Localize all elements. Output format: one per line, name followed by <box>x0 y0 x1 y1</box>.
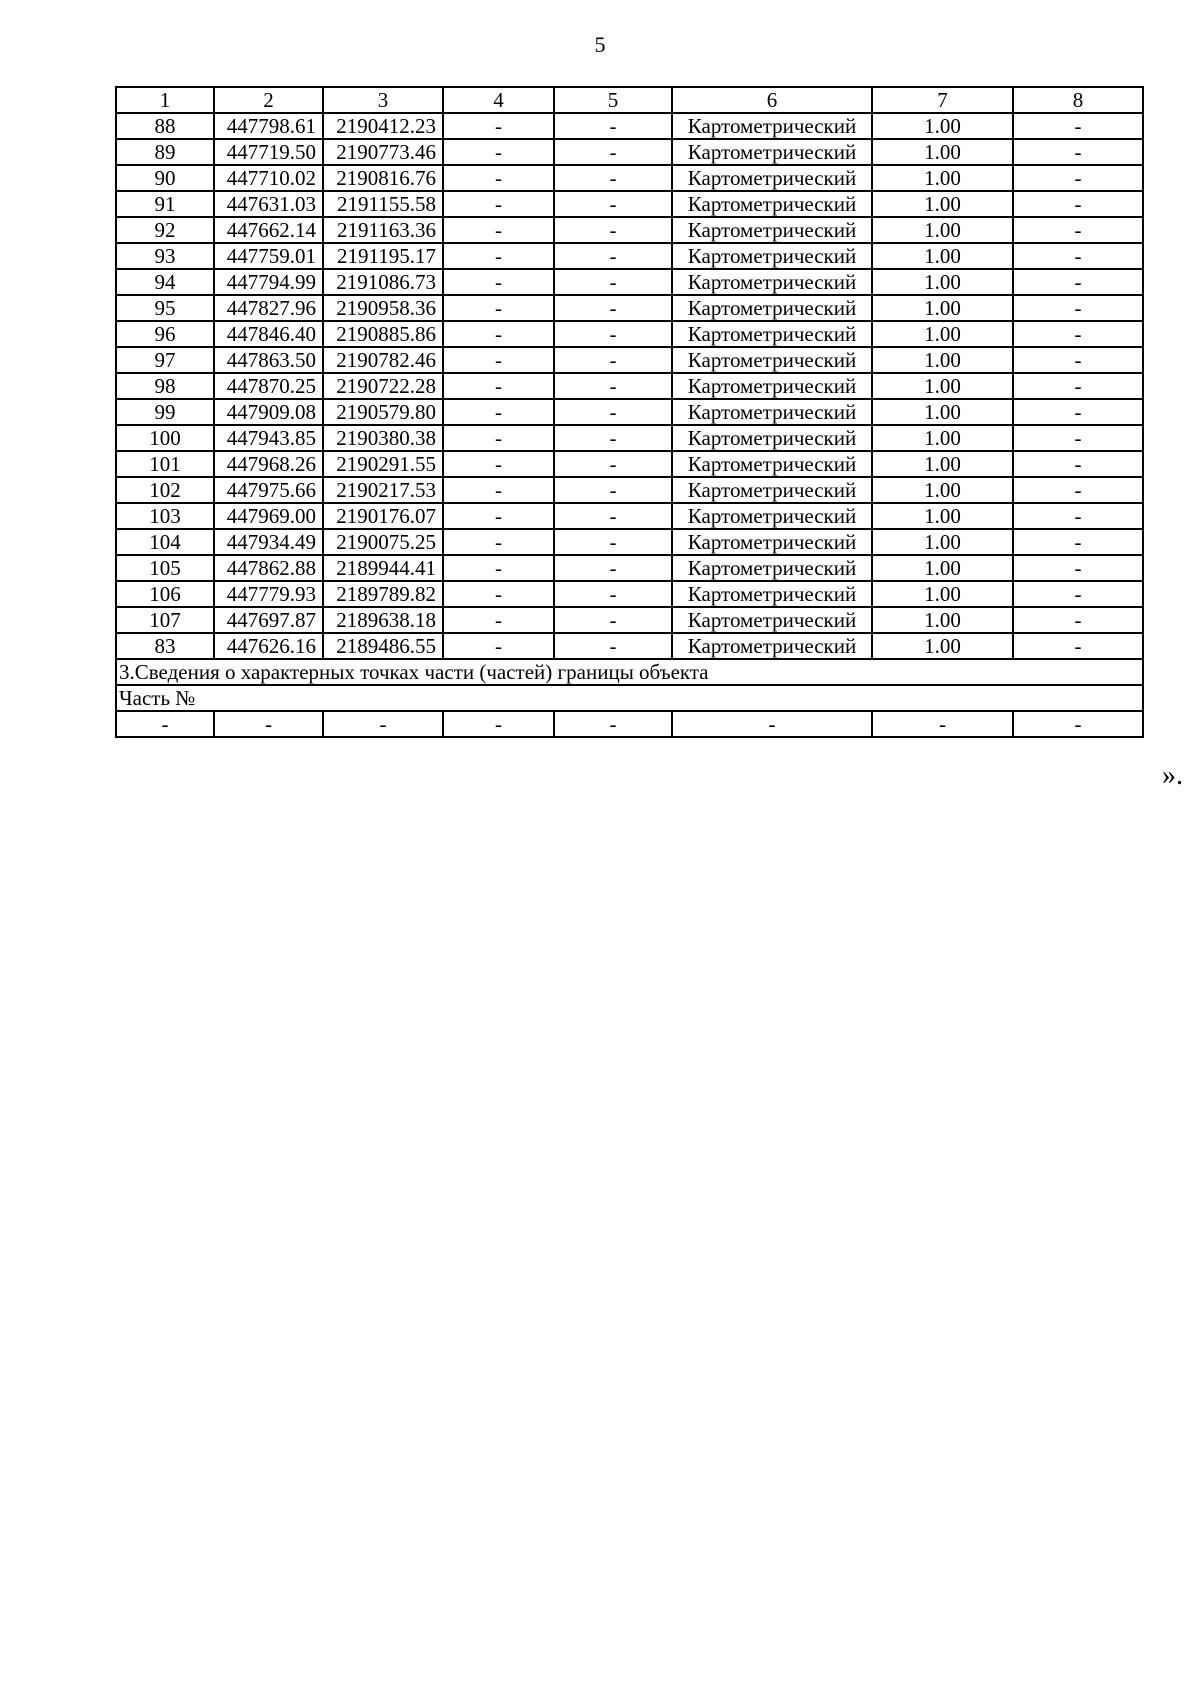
table-cell: - <box>554 113 672 139</box>
table-cell: 447870.25 <box>214 373 323 399</box>
table-cell: - <box>554 581 672 607</box>
part-label: Часть № <box>116 685 1143 711</box>
table-cell: 2189944.41 <box>323 555 443 581</box>
table-row <box>116 165 1143 191</box>
table-body <box>116 87 1143 737</box>
column-header: 3 <box>323 87 443 113</box>
table-cell: 88 <box>116 113 214 139</box>
table-cell: - <box>672 711 872 737</box>
table-cell: - <box>554 373 672 399</box>
table-cell: - <box>443 633 554 659</box>
table-cell: - <box>1013 191 1143 217</box>
table-cell: 98 <box>116 373 214 399</box>
table-cell: - <box>554 321 672 347</box>
table-cell: - <box>554 451 672 477</box>
table-row <box>116 269 1143 295</box>
table-row <box>116 191 1143 217</box>
table-cell: 447759.01 <box>214 243 323 269</box>
table-cell: Картометрический <box>672 451 872 477</box>
table-cell: Картометрический <box>672 373 872 399</box>
table-cell: Картометрический <box>672 399 872 425</box>
table-cell: - <box>1013 581 1143 607</box>
table-cell: - <box>443 347 554 373</box>
table-cell: - <box>1013 217 1143 243</box>
table-cell: 2190782.46 <box>323 347 443 373</box>
table-row <box>116 373 1143 399</box>
table-row <box>116 243 1143 269</box>
table-cell: 447794.99 <box>214 269 323 295</box>
table-cell: - <box>1013 607 1143 633</box>
table-cell: - <box>554 243 672 269</box>
table-cell: - <box>1013 113 1143 139</box>
section-title-row <box>116 659 1143 685</box>
table-cell: 1.00 <box>872 347 1013 373</box>
table-cell: 104 <box>116 529 214 555</box>
table-row <box>116 477 1143 503</box>
table-cell: 1.00 <box>872 165 1013 191</box>
table-cell: 447719.50 <box>214 139 323 165</box>
table-cell: - <box>1013 243 1143 269</box>
table-cell: - <box>443 451 554 477</box>
table-cell: 94 <box>116 269 214 295</box>
column-header: 2 <box>214 87 323 113</box>
column-header: 1 <box>116 87 214 113</box>
table-cell: 447934.49 <box>214 529 323 555</box>
table-cell: - <box>323 711 443 737</box>
table-cell: - <box>554 347 672 373</box>
table-cell: - <box>443 191 554 217</box>
table-cell: 103 <box>116 503 214 529</box>
table-cell: Картометрический <box>672 425 872 451</box>
table-cell: 1.00 <box>872 555 1013 581</box>
table-cell: 105 <box>116 555 214 581</box>
table-row <box>116 503 1143 529</box>
table-cell: - <box>443 217 554 243</box>
table-cell: 447779.93 <box>214 581 323 607</box>
table-cell: 447846.40 <box>214 321 323 347</box>
table-cell: 447969.00 <box>214 503 323 529</box>
table-cell: 1.00 <box>872 243 1013 269</box>
table-cell: 1.00 <box>872 607 1013 633</box>
table-cell: 2190380.38 <box>323 425 443 451</box>
table-cell: 102 <box>116 477 214 503</box>
table-cell: Картометрический <box>672 295 872 321</box>
table-cell: 447943.85 <box>214 425 323 451</box>
table-cell: - <box>1013 347 1143 373</box>
table-cell: 2190217.53 <box>323 477 443 503</box>
table-cell: - <box>443 529 554 555</box>
table-cell: 2190773.46 <box>323 139 443 165</box>
table-cell: 97 <box>116 347 214 373</box>
table-cell: - <box>443 295 554 321</box>
table-cell: - <box>443 477 554 503</box>
table-cell: - <box>554 295 672 321</box>
table-cell: 107 <box>116 607 214 633</box>
table-cell: Картометрический <box>672 165 872 191</box>
table-cell: 2190885.86 <box>323 321 443 347</box>
table-cell: - <box>443 321 554 347</box>
table-cell: 1.00 <box>872 269 1013 295</box>
table-cell: - <box>554 503 672 529</box>
table-cell: 1.00 <box>872 451 1013 477</box>
table-cell: 1.00 <box>872 477 1013 503</box>
table-cell: 447909.08 <box>214 399 323 425</box>
part-label-row <box>116 685 1143 711</box>
table-row <box>116 295 1143 321</box>
table-row <box>116 217 1143 243</box>
table-row <box>116 607 1143 633</box>
table-cell: 2190176.07 <box>323 503 443 529</box>
table-row <box>116 555 1143 581</box>
table-cell: 100 <box>116 425 214 451</box>
table-cell: 2190958.36 <box>323 295 443 321</box>
table-cell: 1.00 <box>872 633 1013 659</box>
table-cell: 92 <box>116 217 214 243</box>
table-cell: 101 <box>116 451 214 477</box>
table-cell: - <box>554 555 672 581</box>
table-cell: 2190816.76 <box>323 165 443 191</box>
table-cell: 83 <box>116 633 214 659</box>
table-cell: - <box>554 399 672 425</box>
table-cell: 1.00 <box>872 321 1013 347</box>
table-cell: - <box>443 373 554 399</box>
table-cell: 1.00 <box>872 295 1013 321</box>
table-cell: - <box>872 711 1013 737</box>
table-cell: 447827.96 <box>214 295 323 321</box>
table-cell: 2190722.28 <box>323 373 443 399</box>
table-cell: - <box>1013 269 1143 295</box>
table-cell: - <box>1013 139 1143 165</box>
table-cell: - <box>554 711 672 737</box>
column-header: 6 <box>672 87 872 113</box>
table-cell: - <box>1013 165 1143 191</box>
table-cell: - <box>1013 321 1143 347</box>
table-cell: 447862.88 <box>214 555 323 581</box>
table-cell: - <box>1013 633 1143 659</box>
table-cell: Картометрический <box>672 555 872 581</box>
table-row <box>116 633 1143 659</box>
table-row <box>116 113 1143 139</box>
table-cell: Картометрический <box>672 243 872 269</box>
table-cell: - <box>1013 529 1143 555</box>
table-row <box>116 581 1143 607</box>
table-cell: 447975.66 <box>214 477 323 503</box>
table-row <box>116 425 1143 451</box>
table-cell: - <box>443 607 554 633</box>
table-cell: - <box>443 139 554 165</box>
column-header: 7 <box>872 87 1013 113</box>
table-cell: 1.00 <box>872 581 1013 607</box>
table-cell: Картометрический <box>672 321 872 347</box>
table-cell: Картометрический <box>672 113 872 139</box>
table-cell: - <box>554 191 672 217</box>
table-row <box>116 451 1143 477</box>
table-cell: - <box>443 399 554 425</box>
column-header: 5 <box>554 87 672 113</box>
table-cell: - <box>1013 451 1143 477</box>
table-cell: - <box>1013 425 1143 451</box>
table-cell: 2189638.18 <box>323 607 443 633</box>
table-cell: 99 <box>116 399 214 425</box>
table-row <box>116 321 1143 347</box>
table-cell: 96 <box>116 321 214 347</box>
table-cell: 447697.87 <box>214 607 323 633</box>
table-cell: 1.00 <box>872 503 1013 529</box>
table-cell: - <box>443 503 554 529</box>
table-cell: Картометрический <box>672 269 872 295</box>
table-cell: 2191163.36 <box>323 217 443 243</box>
table-cell: - <box>443 243 554 269</box>
table-cell: Картометрический <box>672 581 872 607</box>
table-cell: Картометрический <box>672 529 872 555</box>
table-cell: - <box>443 165 554 191</box>
table-cell: - <box>1013 373 1143 399</box>
table-cell: - <box>554 529 672 555</box>
table-cell: - <box>443 555 554 581</box>
table-cell: 2189789.82 <box>323 581 443 607</box>
table-cell: - <box>116 711 214 737</box>
table-cell: - <box>1013 477 1143 503</box>
table-cell: 1.00 <box>872 425 1013 451</box>
table-cell: 1.00 <box>872 373 1013 399</box>
table-cell: - <box>1013 711 1143 737</box>
table-cell: 447863.50 <box>214 347 323 373</box>
closing-quote: ». <box>1162 760 1183 791</box>
table-cell: 447710.02 <box>214 165 323 191</box>
table-cell: 447798.61 <box>214 113 323 139</box>
table-cell: - <box>214 711 323 737</box>
table-cell: 2190579.80 <box>323 399 443 425</box>
table-cell: 447662.14 <box>214 217 323 243</box>
table-cell: Картометрический <box>672 139 872 165</box>
table-cell: 90 <box>116 165 214 191</box>
table-cell: 93 <box>116 243 214 269</box>
table-cell: Картометрический <box>672 217 872 243</box>
table-cell: - <box>443 581 554 607</box>
table-cell: - <box>554 425 672 451</box>
table-cell: 2190412.23 <box>323 113 443 139</box>
table-row <box>116 529 1143 555</box>
page-number: 5 <box>594 32 606 57</box>
header-row <box>116 87 1143 113</box>
table-cell: - <box>443 269 554 295</box>
table-cell: 2191195.17 <box>323 243 443 269</box>
table-cell: 2189486.55 <box>323 633 443 659</box>
table-cell: 1.00 <box>872 191 1013 217</box>
table-cell: 2190291.55 <box>323 451 443 477</box>
table-cell: 2190075.25 <box>323 529 443 555</box>
table-cell: 1.00 <box>872 139 1013 165</box>
table-cell: Картометрический <box>672 633 872 659</box>
table-cell: - <box>1013 295 1143 321</box>
table-cell: - <box>554 633 672 659</box>
column-header: 4 <box>443 87 554 113</box>
table-cell: 95 <box>116 295 214 321</box>
table-cell: 447626.16 <box>214 633 323 659</box>
section-title: 3.Сведения о характерных точках части (частей) границы объекта <box>116 659 1143 685</box>
table-cell: 1.00 <box>872 217 1013 243</box>
table-cell: - <box>554 217 672 243</box>
table-cell: - <box>554 269 672 295</box>
table-cell: 91 <box>116 191 214 217</box>
table-cell: Картометрический <box>672 503 872 529</box>
table-cell: - <box>554 139 672 165</box>
column-header: 8 <box>1013 87 1143 113</box>
table-cell: Картометрический <box>672 477 872 503</box>
empty-row <box>116 711 1143 737</box>
table-cell: 89 <box>116 139 214 165</box>
table-cell: 1.00 <box>872 399 1013 425</box>
table-cell: - <box>554 477 672 503</box>
table-cell: 447631.03 <box>214 191 323 217</box>
table-cell: - <box>1013 555 1143 581</box>
table-cell: - <box>443 425 554 451</box>
table-row <box>116 399 1143 425</box>
table-cell: - <box>554 607 672 633</box>
table-cell: 2191086.73 <box>323 269 443 295</box>
table-cell: Картометрический <box>672 607 872 633</box>
table-cell: 1.00 <box>872 113 1013 139</box>
table-cell: 1.00 <box>872 529 1013 555</box>
table-cell: - <box>554 165 672 191</box>
table-row <box>116 139 1143 165</box>
table-cell: 106 <box>116 581 214 607</box>
table-cell: Картометрический <box>672 347 872 373</box>
table-cell: 2191155.58 <box>323 191 443 217</box>
table-cell: - <box>443 711 554 737</box>
table-cell: - <box>1013 399 1143 425</box>
table-cell: - <box>443 113 554 139</box>
table-cell: 447968.26 <box>214 451 323 477</box>
table-cell: Картометрический <box>672 191 872 217</box>
table-row <box>116 347 1143 373</box>
boundary-points-table <box>115 86 1144 738</box>
table-cell: - <box>1013 503 1143 529</box>
